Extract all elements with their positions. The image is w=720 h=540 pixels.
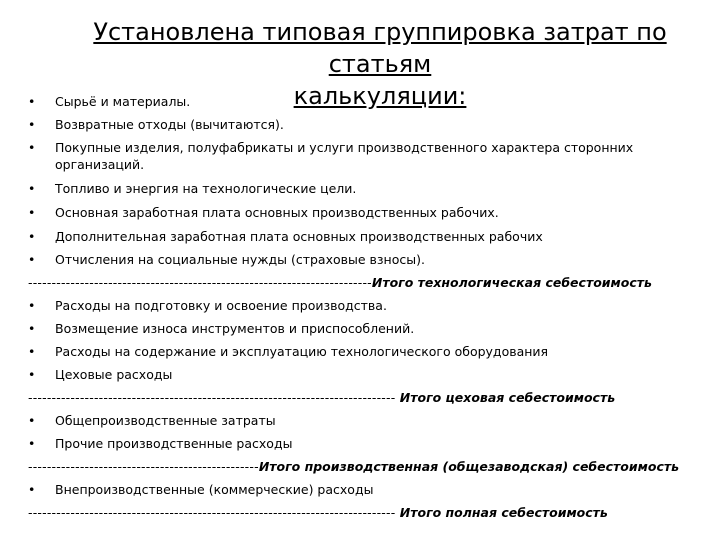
bullet-icon: • (28, 413, 36, 428)
total-row-technological: -------------------------------------------------------------------------Итого технологическая себестоимость (28, 275, 652, 290)
bullet-icon: • (28, 252, 36, 267)
bullet-icon: • (28, 94, 36, 109)
bullet-icon: • (28, 229, 36, 244)
bullet-icon: • (28, 344, 36, 359)
bullet-icon: • (28, 436, 36, 451)
total-row-shop: ------------------------------------------------------------------------------ Итого цеховая себестоимость (28, 390, 616, 405)
bullet-icon: • (28, 205, 36, 220)
title-line-1: Установлена типовая группировка затрат по статьям (93, 18, 667, 78)
total-label: Итого технологическая себестоимость (371, 275, 652, 290)
total-label: Итого цеховая себестоимость (395, 390, 616, 405)
bullet-icon: • (28, 140, 36, 155)
bullet-icon: • (28, 367, 36, 382)
total-row-production: -------------------------------------------------Итого производственная (общезаводская) себестоимость (28, 459, 680, 474)
bullet-icon: • (28, 482, 36, 497)
bullet-icon: • (28, 181, 36, 196)
bullet-icon: • (28, 298, 36, 313)
title-line-2: калькуляции: (293, 82, 467, 110)
bullet-icon: • (28, 117, 36, 132)
total-label: Итого производственная (общезаводская) себестоимость (258, 459, 680, 474)
total-label: Итого полная себестоимость (395, 505, 608, 520)
total-row-full: ------------------------------------------------------------------------------ Итого полная себестоимость (28, 505, 608, 520)
bullet-icon: • (28, 321, 36, 336)
